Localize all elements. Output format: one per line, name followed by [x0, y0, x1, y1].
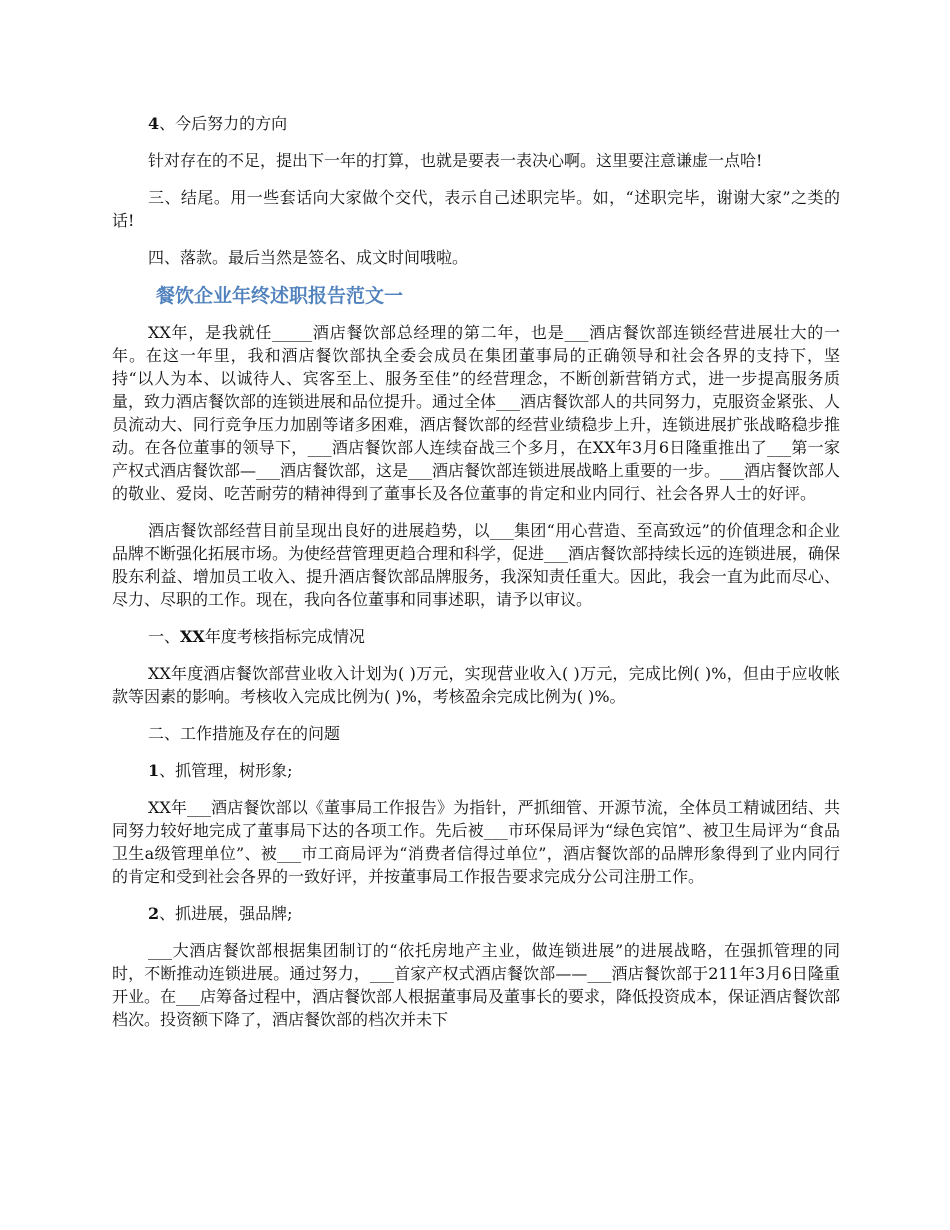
subsection-1-title-text: 、抓管理，树形象;	[159, 761, 293, 780]
subsection-1-number: 1	[148, 761, 160, 780]
section-4-number: 4	[148, 114, 160, 133]
subsection-2-title	[112, 902, 840, 925]
article-heading: 餐饮企业年终述职报告范文一	[156, 285, 404, 307]
subsection-2-number: 2	[148, 904, 160, 923]
subsection-1-title	[112, 759, 840, 782]
section-2-heading: 二、工作措施及存在的问题	[148, 724, 341, 743]
paragraph-1: 针对存在的不足，提出下一年的打算，也就是要表一表决心啊。这里要注意谦虚一点哈!	[148, 151, 763, 170]
section-1-heading-year: XX	[180, 627, 205, 646]
paragraph-7: XX年度酒店餐饮部营业收入计划为( )万元，实现营业收入( )万元，完成比例( )%，但由于应收帐款等因素的影响。考核收入完成比例为( )%，考核盈余完成比例为( )%。	[112, 664, 840, 706]
section-1-heading	[112, 625, 840, 648]
paragraph-5: 酒店餐饮部经营目前呈现出良好的进展趋势，以___集团“用心营造、至高致远”的价值理念和企业品牌不断强化拓展市场。为使经营管理更趋合理和科学，促进___酒店餐饮部持续长远的连锁进展，确保股东利益、增加员工收入、提升酒店餐饮部品牌服务，我深知责任重大。因此，我会一直为此而尽心、尽力、尽职的工作。现在，我向各位董事和同事述职，请予以审议。	[112, 521, 841, 609]
section-1-heading-text: 年度考核指标完成情况	[204, 627, 365, 646]
paragraph-3: 四、落款。最后当然是签名、成文时间哦啦。	[148, 248, 469, 267]
section-4-title	[112, 112, 840, 135]
paragraph-9: XX年___酒店餐饮部以《董事局工作报告》为指针，严抓细管、开源节流，全体员工精诚团结、共同努力较好地完成了董事局下达的各项工作。先后被___市环保局评为“绿色宾馆”、被卫生局评为“食品卫生a级管理单位”、被___市工商局评为“消费者信得过单位”，酒店餐饮部的品牌形象得到了业内同行的肯定和受到社会各界的一致好评，并按董事局工作报告要求完成分公司注册工作。	[112, 798, 840, 886]
subsection-2-title-text: 、抓进展，强品牌;	[159, 904, 293, 923]
paragraph-2: 三、结尾。用一些套话向大家做个交代，表示自己述职完毕。如，“述职完毕，谢谢大家”之类的话!	[112, 188, 840, 230]
paragraph-10: ___大酒店餐饮部根据集团制订的“依托房地产主业，做连锁进展”的进展战略，在强抓管理的同时，不断推动连锁进展。通过努力，___首家产权式酒店餐饮部——___酒店餐饮部于211年3月6日隆重开业。在___店筹备过程中，酒店餐饮部人根据董事局及董事长的要求，降低投资成本，保证酒店餐饮部档次。投资额下降了，酒店餐饮部的档次并未下	[112, 941, 841, 1029]
paragraph-4: XX年，是我就任_____酒店餐饮部总经理的第二年，也是___酒店餐饮部连锁经营进展壮大的一年。在这一年里，我和酒店餐饮部执全委会成员在集团董事局的正确领导和社会各界的支持下，坚持“以人为本、以诚待人、宾客至上、服务至佳”的经营理念，不断创新营销方式，进一步提高服务质量，致力酒店餐饮部的连锁进展和品位提升。通过全体___酒店餐饮部人的共同努力，克服资金紧张、人员流动大、同行竞争压力加剧等诸多困难，酒店餐饮部的经营业绩稳步上升，连锁进展扩张战略稳步推动。在各位董事的领导下，___酒店餐饮部人连续奋战三个多月，在XX年3月6日隆重推出了___第一家产权式酒店餐饮部—___酒店餐饮部，这是___酒店餐饮部连锁进展战略上重要的一步。___酒店餐饮部人的敬业、爱岗、吃苦耐劳的精神得到了董事长及各位董事的肯定和业内同行、社会各界人士的好评。	[112, 323, 841, 503]
section-1-heading-prefix: 一、	[148, 627, 181, 646]
section-4-title-text: 、今后努力的方向	[159, 114, 288, 133]
